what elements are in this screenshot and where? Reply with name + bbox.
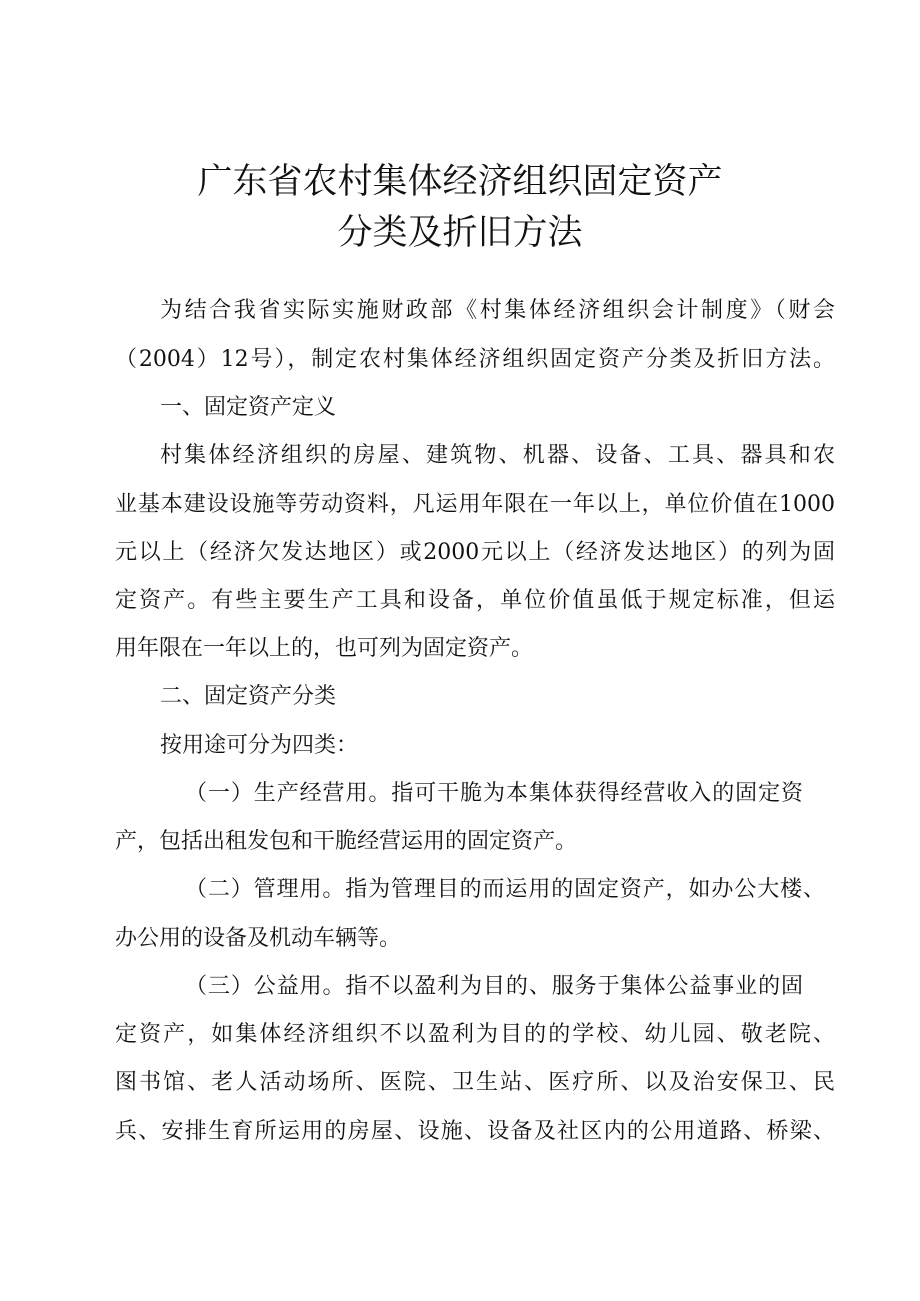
category-3-line-2: 定资产，如集体经济组织不以盈利为目的的学校、幼儿园、敬老院、 bbox=[115, 1022, 835, 1047]
category-3-line-3: 图书馆、老人活动场所、医院、卫生站、医疗所、以及治安保卫、民 bbox=[115, 1070, 835, 1095]
category-2-line-2: 办公用的设备及机动车辆等。 bbox=[115, 926, 402, 951]
document-title-line-1: 广东省农村集体经济组织固定资产 bbox=[197, 162, 723, 202]
paragraph-definition-line-1: 村集体经济组织的房屋、建筑物、机器、设备、工具、器具和农 bbox=[160, 443, 835, 468]
category-3-line-1: （三）公益用。指不以盈利为目的、服务于集体公益事业的固 bbox=[185, 974, 803, 999]
paragraph-definition-line-4: 定资产。有些主要生产工具和设备，单位价值虽低于规定标准，但运 bbox=[115, 588, 835, 613]
category-1-line-2: 产，包括出租发包和干脆经营运用的固定资产。 bbox=[115, 829, 578, 854]
section-heading-classification: 二、固定资产分类 bbox=[160, 684, 337, 709]
category-1-line-1: （一）生产经营用。指可干脆为本集体获得经营收入的固定资 bbox=[185, 781, 803, 806]
paragraph-definition-line-5: 用年限在一年以上的，也可列为固定资产。 bbox=[115, 636, 534, 661]
paragraph-four-categories: 按用途可分为四类： bbox=[160, 733, 359, 758]
paragraph-definition-line-2: 业基本建设设施等劳动资料，凡运用年限在一年以上，单位价值在1000 bbox=[115, 492, 835, 517]
document-title-line-2: 分类及折旧方法 bbox=[337, 213, 583, 253]
paragraph-definition-line-3: 元以上（经济欠发达地区）或2000元以上（经济发达地区）的列为固 bbox=[115, 540, 835, 565]
paragraph-intro-line-1: 为结合我省实际实施财政部《村集体经济组织会计制度》（财会 bbox=[160, 298, 835, 323]
category-2-line-1: （二）管理用。指为管理目的而运用的固定资产，如办公大楼、 bbox=[185, 877, 825, 902]
category-3-line-4: 兵、安排生育所运用的房屋、设施、设备及社区内的公用道路、桥梁、 bbox=[115, 1119, 835, 1144]
section-heading-definition: 一、固定资产定义 bbox=[160, 395, 337, 420]
paragraph-intro-line-2: （2004）12号），制定农村集体经济组织固定资产分类及折旧方法。 bbox=[115, 347, 835, 372]
